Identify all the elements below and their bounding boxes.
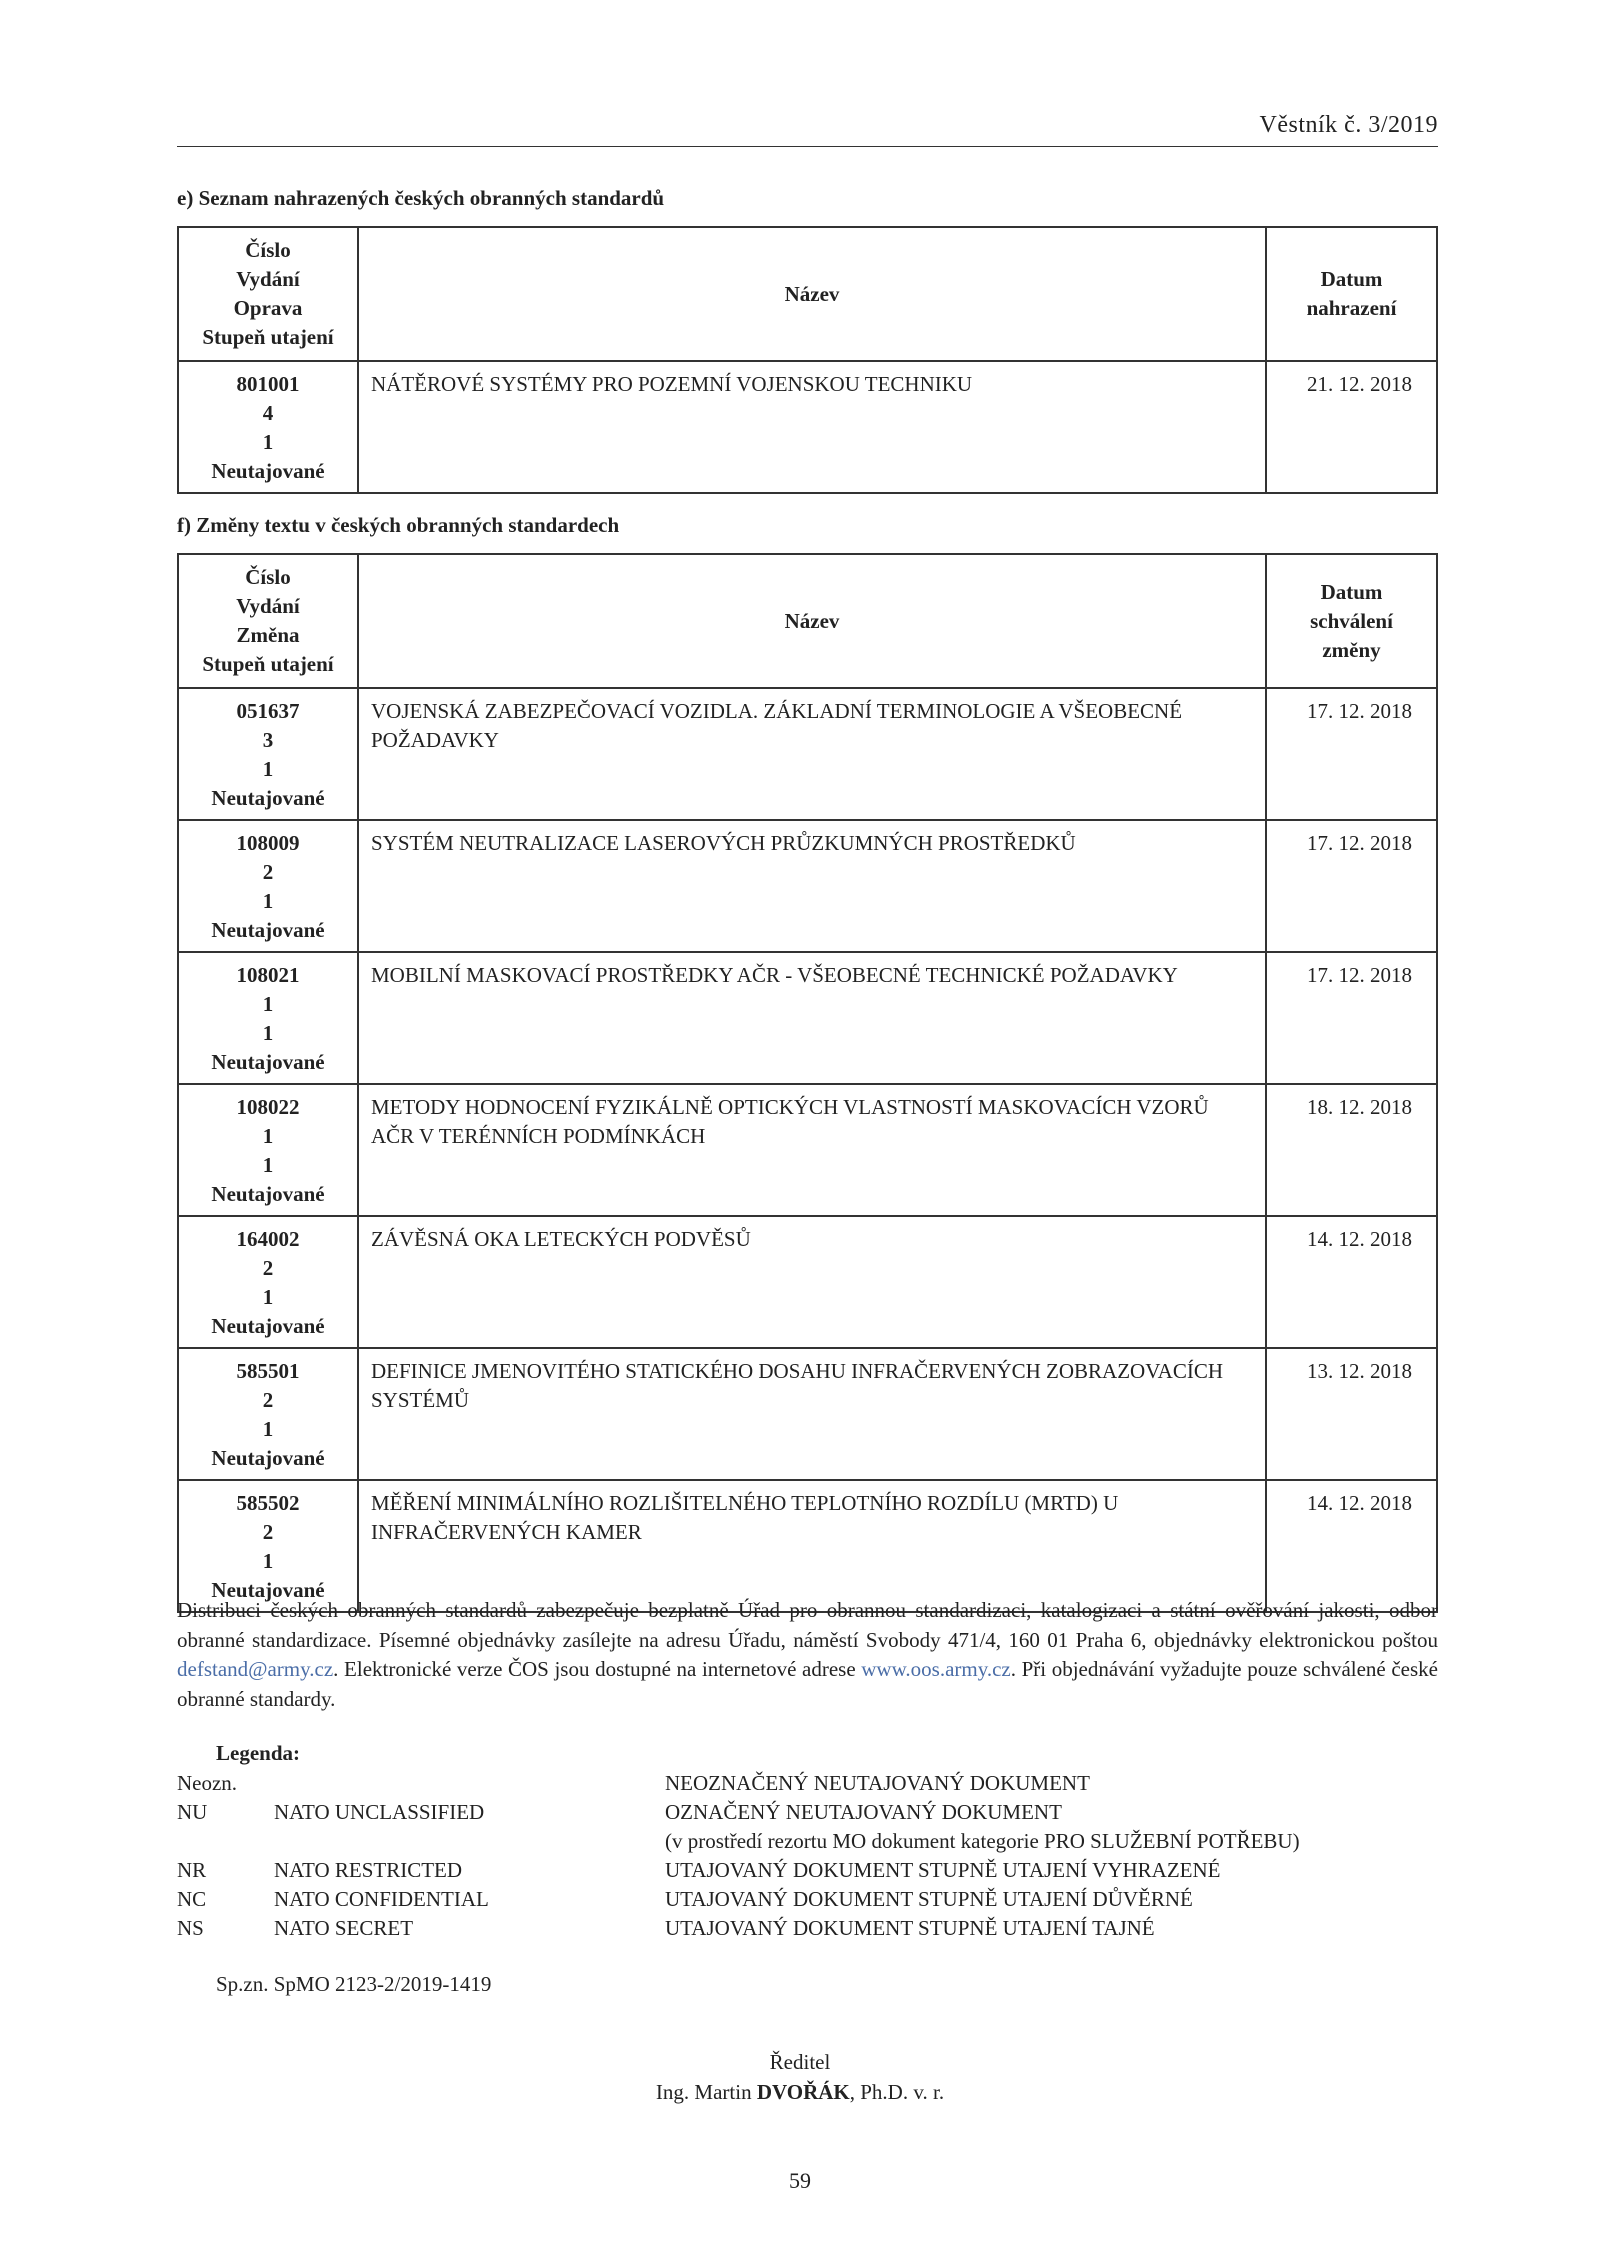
header-journal: Věstník č. 3/2019 [1259, 112, 1438, 138]
table-header-row [178, 554, 1437, 688]
legend-abbr: NU [177, 1800, 208, 1824]
signature-prefix: Ing. Martin [655, 2080, 757, 2104]
standard-issue: 2 [262, 1256, 274, 1280]
header-number-cell [178, 554, 358, 688]
table-row [178, 1084, 1437, 1216]
header-date-line: změny [1322, 637, 1381, 662]
header-name-cell: Název [358, 554, 1266, 688]
website-link[interactable]: www.oos.army.cz [861, 1657, 1011, 1681]
legend-nato: NATO RESTRICTED [274, 1858, 463, 1882]
legend-abbr: NC [177, 1887, 207, 1911]
page-number: 59 [789, 2168, 811, 2193]
standard-name: VOJENSKÁ ZABEZPEČOVACÍ VOZIDLA. ZÁKLADNÍ TERMINOLOGIE A VŠEOBECNÉ POŽADAVKY [358, 688, 1266, 820]
changes-table [177, 553, 1438, 1613]
header-date-line: Datum [1320, 267, 1383, 291]
header-number-line: Stupeň utajení [202, 652, 334, 676]
standard-date: 18. 12. 2018 [1266, 1084, 1437, 1216]
standard-name: MĚŘENÍ MINIMÁLNÍHO ROZLIŠITELNÉHO TEPLOTNÍHO ROZDÍLU (MRTD) U INFRAČERVENÝCH KAMER [358, 1480, 1266, 1612]
standard-date: 14. 12. 2018 [1266, 1480, 1437, 1612]
header-number-line: Vydání [236, 267, 300, 291]
paragraph-text: . Při objednávání vyžadujte pouze schválené české obranné standardy. [177, 1657, 1438, 1711]
standard-classification: Neutajované [211, 1050, 325, 1074]
standard-classification: Neutajované [211, 1446, 325, 1470]
table-header-row [178, 227, 1437, 361]
standard-name: NÁTĚROVÉ SYSTÉMY PRO POZEMNÍ VOJENSKOU TECHNIKU [358, 361, 1266, 493]
distribution-paragraph [177, 1596, 1438, 1714]
standard-date: 13. 12. 2018 [1266, 1348, 1437, 1480]
standard-issue: 1 [262, 992, 274, 1016]
standard-code: 108022 [236, 1095, 300, 1119]
header-number-line: Změna [236, 623, 300, 647]
standard-issue: 2 [262, 1388, 274, 1412]
header-name-cell: Název [358, 227, 1266, 361]
standard-classification: Neutajované [211, 918, 325, 942]
email-link[interactable]: defstand@army.cz [177, 1657, 334, 1681]
signature-surname: DVOŘÁK [756, 2080, 850, 2104]
signature-suffix: , Ph.D. v. r. [849, 2080, 945, 2104]
standard-change: 1 [262, 757, 274, 781]
table-row [178, 952, 1437, 1084]
standard-issue: 2 [262, 860, 274, 884]
legend-abbr: NS [177, 1916, 204, 1940]
legend-description: NEOZNAČENÝ NEUTAJOVANÝ DOKUMENT [665, 1771, 1090, 1795]
replaced-standards-table [177, 226, 1438, 494]
paragraph-text: . Elektronické verze ČOS jsou dostupné na internetové adrese [333, 1657, 862, 1681]
reference-number: Sp.zn. SpMO 2123-2/2019-1419 [216, 1972, 492, 1996]
standard-number-cell [178, 1348, 358, 1480]
standard-change: 1 [262, 1153, 274, 1177]
standard-code: 585501 [236, 1359, 300, 1383]
standard-date: 17. 12. 2018 [1266, 952, 1437, 1084]
legend-title: Legenda: [216, 1741, 300, 1765]
standard-fix: 1 [262, 430, 274, 454]
table-row [178, 1348, 1437, 1480]
signature-role: Ředitel [769, 2050, 831, 2074]
standard-issue: 2 [262, 1520, 274, 1544]
standard-code: 108021 [236, 963, 300, 987]
standard-classification: Neutajované [211, 1314, 325, 1338]
standard-classification: Neutajované [211, 1578, 325, 1602]
standard-date: 14. 12. 2018 [1266, 1216, 1437, 1348]
standard-name: MOBILNÍ MASKOVACÍ PROSTŘEDKY AČR - VŠEOBECNÉ TECHNICKÉ POŽADAVKY [358, 952, 1266, 1084]
legend-description: UTAJOVANÝ DOKUMENT STUPNĚ UTAJENÍ DŮVĚRNÉ [665, 1887, 1193, 1911]
paragraph-text: Distribuci českých obranných standardů zabezpečuje bezplatně Úřad pro obrannou standardizaci, katalogizaci a státní ověřování jakosti, odbor obranné standardizace. Písemné objednávky zasílejte na adresu Úřadu, náměstí Svobody 471/4, 160 01 Praha 6, objednávky elektronickou poštou [177, 1598, 1438, 1652]
legend-nato: NATO UNCLASSIFIED [274, 1800, 485, 1824]
header-rule [177, 146, 1438, 147]
standard-change: 1 [262, 1549, 274, 1573]
standard-number-cell [178, 820, 358, 952]
standard-issue: 1 [262, 1124, 274, 1148]
standard-name: SYSTÉM NEUTRALIZACE LASEROVÝCH PRŮZKUMNÝCH PROSTŘEDKŮ [358, 820, 1266, 952]
header-number-cell [178, 227, 358, 361]
header-date-cell [1266, 227, 1437, 361]
standard-name: DEFINICE JMENOVITÉHO STATICKÉHO DOSAHU INFRAČERVENÝCH ZOBRAZOVACÍCH SYSTÉMŮ [358, 1348, 1266, 1480]
standard-issue: 3 [262, 728, 274, 752]
header-date-line: schválení [1310, 608, 1393, 633]
standard-issue: 4 [262, 401, 274, 425]
header-date-line: Datum [1320, 579, 1383, 604]
standard-number-cell [178, 688, 358, 820]
signature-name [0, 2080, 1600, 2105]
legend-description: UTAJOVANÝ DOKUMENT STUPNĚ UTAJENÍ VYHRAZENÉ [665, 1858, 1221, 1882]
standard-classification: Neutajované [211, 786, 325, 810]
standard-date: 17. 12. 2018 [1266, 820, 1437, 952]
legend-description: (v prostředí rezortu MO dokument kategorie PRO SLUŽEBNÍ POTŘEBU) [665, 1829, 1300, 1853]
standard-number-cell [178, 1216, 358, 1348]
standard-classification: Neutajované [211, 1182, 325, 1206]
standard-code: 108009 [236, 831, 300, 855]
table-row [178, 1216, 1437, 1348]
standard-code: 801001 [236, 372, 300, 396]
table-row [178, 1480, 1437, 1612]
standard-change: 1 [262, 1021, 274, 1045]
section-f-title: f) Změny textu v českých obranných standardech [177, 513, 620, 537]
standard-classification: Neutajované [211, 459, 325, 483]
standard-number-cell [178, 952, 358, 1084]
table-row [178, 820, 1437, 952]
header-number-line: Číslo [245, 238, 291, 262]
standard-date: 17. 12. 2018 [1266, 688, 1437, 820]
standard-code: 164002 [236, 1227, 300, 1251]
legend-description: OZNAČENÝ NEUTAJOVANÝ DOKUMENT [665, 1800, 1062, 1824]
section-e-title: e) Seznam nahrazených českých obranných standardů [177, 186, 665, 210]
standard-number-cell [178, 1084, 358, 1216]
legend-nato: NATO CONFIDENTIAL [274, 1887, 489, 1911]
standard-name: METODY HODNOCENÍ FYZIKÁLNĚ OPTICKÝCH VLASTNOSTÍ MASKOVACÍCH VZORŮ AČR V TERÉNNÍCH PODMÍNKÁCH [358, 1084, 1266, 1216]
standard-number-cell [178, 361, 358, 493]
standard-change: 1 [262, 1285, 274, 1309]
standard-name: ZÁVĚSNÁ OKA LETECKÝCH PODVĚSŮ [358, 1216, 1266, 1348]
standard-code: 051637 [236, 699, 300, 723]
header-number-line: Oprava [233, 296, 303, 320]
header-date-line: nahrazení [1306, 296, 1397, 320]
header-number-line: Číslo [245, 565, 291, 589]
standard-change: 1 [262, 1417, 274, 1441]
standard-number-cell [178, 1480, 358, 1612]
header-number-line: Vydání [236, 594, 300, 618]
legend-abbr: Neozn. [177, 1771, 238, 1795]
table-row [178, 688, 1437, 820]
standard-code: 585502 [236, 1491, 300, 1515]
standard-change: 1 [262, 889, 274, 913]
table-row [178, 361, 1437, 493]
legend-nato: NATO SECRET [274, 1916, 414, 1940]
legend-abbr: NR [177, 1858, 207, 1882]
standard-date: 21. 12. 2018 [1266, 361, 1437, 493]
header-date-cell [1266, 554, 1437, 688]
header-number-line: Stupeň utajení [202, 325, 334, 349]
legend-description: UTAJOVANÝ DOKUMENT STUPNĚ UTAJENÍ TAJNÉ [665, 1916, 1155, 1940]
